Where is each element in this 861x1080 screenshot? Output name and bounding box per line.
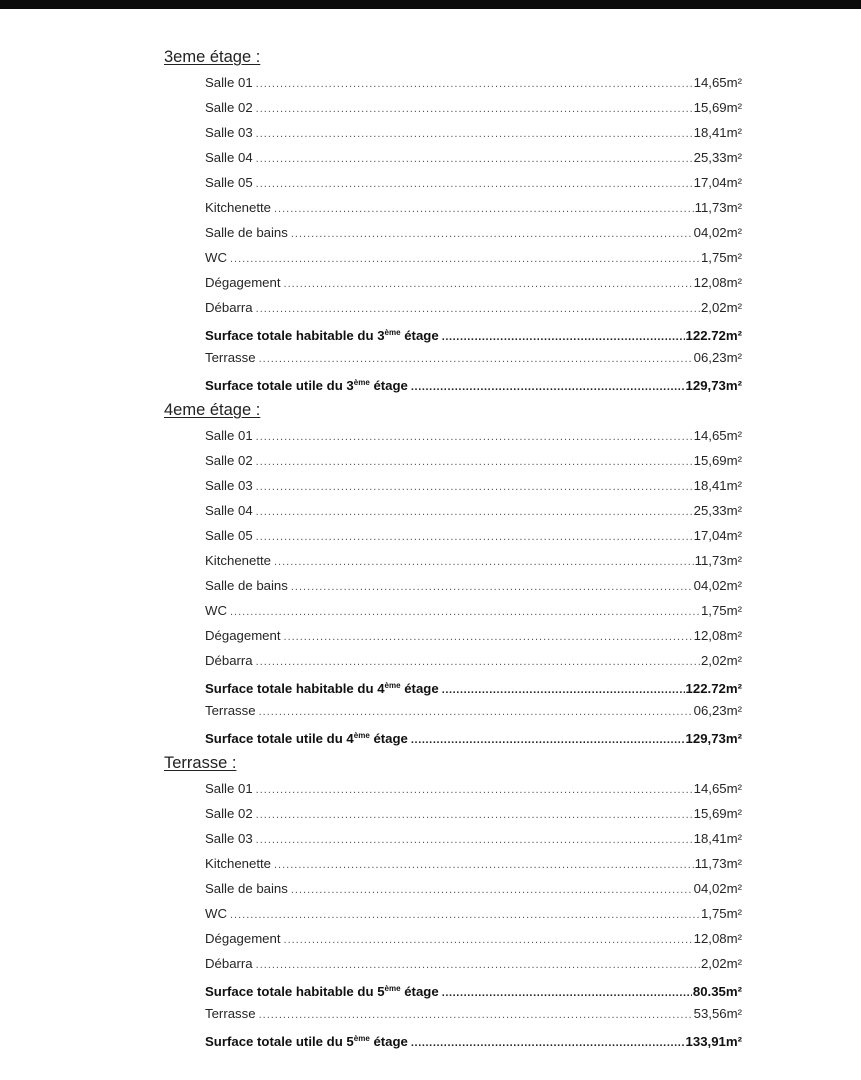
row-label-text: Salle de bains	[205, 225, 288, 240]
surface-row	[205, 95, 742, 120]
row-label-text: Salle 01	[205, 781, 253, 796]
dot-leader	[256, 147, 693, 172]
total-row	[205, 976, 742, 1001]
row-label	[205, 245, 227, 270]
row-label	[205, 295, 253, 320]
row-value: 17,04m²	[693, 528, 742, 543]
row-value: 2,02m²	[700, 956, 742, 971]
row-label	[205, 698, 256, 723]
row-value: 133,91m²	[685, 1034, 742, 1049]
row-label	[205, 270, 281, 295]
row-label-text: Surface totale utile du 5	[205, 1034, 354, 1049]
dot-leader	[411, 375, 685, 400]
surface-row	[205, 245, 742, 270]
row-label	[205, 523, 253, 548]
dot-leader	[284, 272, 693, 297]
row-label	[205, 976, 439, 1004]
row-value: 25,33m²	[693, 150, 742, 165]
row-label	[205, 826, 253, 851]
surface-row	[205, 270, 742, 295]
row-label	[205, 320, 439, 348]
row-value: 2,02m²	[700, 300, 742, 315]
row-label-suffix: étage	[369, 731, 408, 746]
row-label-text: Salle 05	[205, 175, 253, 190]
dot-leader	[230, 247, 700, 272]
row-label-superscript: ème	[384, 681, 401, 690]
total-row	[205, 370, 742, 395]
dot-leader	[284, 928, 693, 953]
row-value: 25,33m²	[693, 503, 742, 518]
total-row	[205, 1026, 742, 1051]
row-label-text: Kitchenette	[205, 200, 271, 215]
row-label-superscript: ème	[353, 378, 370, 387]
row-value: 04,02m²	[693, 225, 742, 240]
row-value: 04,02m²	[693, 881, 742, 896]
dot-leader	[256, 803, 693, 828]
row-label-suffix: étage	[400, 681, 439, 696]
row-label	[205, 573, 288, 598]
surface-row	[205, 295, 742, 320]
dot-leader	[284, 625, 693, 650]
dot-leader	[256, 525, 693, 550]
row-label-superscript: ème	[384, 328, 401, 337]
row-label	[205, 195, 271, 220]
surface-row	[205, 120, 742, 145]
row-value: 15,69m²	[693, 100, 742, 115]
dot-leader	[256, 122, 693, 147]
row-label-text: Terrasse	[205, 350, 256, 365]
dot-leader	[411, 1031, 685, 1056]
row-label-suffix: étage	[400, 328, 439, 343]
row-label-text: Salle 01	[205, 75, 253, 90]
row-value: 06,23m²	[693, 703, 742, 718]
row-label-text: Débarra	[205, 956, 253, 971]
row-label	[205, 876, 288, 901]
dot-leader	[291, 222, 693, 247]
row-value: 06,23m²	[693, 350, 742, 365]
row-label-text: Salle 04	[205, 150, 253, 165]
row-label-text: WC	[205, 906, 227, 921]
dot-leader	[291, 878, 693, 903]
row-label	[205, 220, 288, 245]
row-label	[205, 776, 253, 801]
surface-list	[0, 423, 861, 748]
surface-row	[205, 423, 742, 448]
row-label	[205, 1001, 256, 1026]
row-value: 14,65m²	[693, 75, 742, 90]
row-label	[205, 370, 408, 398]
row-label-text: Surface totale habitable du 3	[205, 328, 385, 343]
row-label	[205, 673, 439, 701]
row-label-text: Débarra	[205, 653, 253, 668]
row-label-superscript: ème	[353, 1034, 370, 1043]
surface-row	[205, 473, 742, 498]
total-row	[205, 320, 742, 345]
surface-row	[205, 220, 742, 245]
document-page	[0, 44, 861, 1053]
row-label	[205, 423, 253, 448]
surface-row	[205, 826, 742, 851]
row-value: 12,08m²	[693, 931, 742, 946]
row-label	[205, 598, 227, 623]
surface-sections	[0, 44, 861, 1051]
row-label	[205, 120, 253, 145]
surface-row	[205, 926, 742, 951]
row-value: 15,69m²	[693, 453, 742, 468]
total-row	[205, 723, 742, 748]
dot-leader	[256, 953, 700, 978]
surface-row	[205, 523, 742, 548]
row-label-text: Salle 03	[205, 831, 253, 846]
dot-leader	[274, 550, 694, 575]
row-label	[205, 498, 253, 523]
row-label	[205, 95, 253, 120]
row-value: 53,56m²	[693, 1006, 742, 1021]
row-value: 1,75m²	[700, 906, 742, 921]
surface-list	[0, 70, 861, 395]
row-value: 11,73m²	[694, 856, 742, 871]
surface-row	[205, 498, 742, 523]
surface-row	[205, 145, 742, 170]
surface-list	[0, 776, 861, 1051]
row-label-text: Salle 02	[205, 453, 253, 468]
row-label	[205, 623, 281, 648]
row-label-text: Salle de bains	[205, 881, 288, 896]
row-label	[205, 473, 253, 498]
row-value: 15,69m²	[693, 806, 742, 821]
row-label-text: Surface totale utile du 3	[205, 378, 354, 393]
row-label	[205, 548, 271, 573]
section-heading: 3eme étage :	[164, 48, 261, 66]
row-label-suffix: étage	[400, 984, 439, 999]
top-black-bar	[0, 0, 861, 9]
row-label-text: Salle 01	[205, 428, 253, 443]
row-label	[205, 648, 253, 673]
row-value: 18,41m²	[693, 831, 742, 846]
floor-section	[0, 44, 861, 395]
surface-row	[205, 648, 742, 673]
floor-section	[0, 397, 861, 748]
row-label-text: Kitchenette	[205, 856, 271, 871]
row-value: 14,65m²	[693, 428, 742, 443]
dot-leader	[291, 575, 693, 600]
row-label	[205, 70, 253, 95]
row-label-superscript: ème	[353, 731, 370, 740]
row-label-text: Dégagement	[205, 275, 281, 290]
row-label-superscript: ème	[384, 984, 401, 993]
row-label	[205, 723, 408, 751]
dot-leader	[411, 728, 685, 753]
row-label-text: Salle de bains	[205, 578, 288, 593]
row-label	[205, 901, 227, 926]
row-label-text: Salle 02	[205, 100, 253, 115]
row-label	[205, 801, 253, 826]
surface-row	[205, 573, 742, 598]
row-label	[205, 926, 281, 951]
row-value: 2,02m²	[700, 653, 742, 668]
row-label-suffix: étage	[369, 378, 408, 393]
dot-leader	[256, 475, 693, 500]
dot-leader	[274, 197, 694, 222]
surface-row	[205, 548, 742, 573]
row-label	[205, 345, 256, 370]
surface-row	[205, 776, 742, 801]
floor-section	[0, 750, 861, 1051]
surface-row	[205, 901, 742, 926]
row-value: 122.72m²	[685, 681, 742, 696]
dot-leader	[256, 97, 693, 122]
row-value: 1,75m²	[700, 603, 742, 618]
row-label-text: Surface totale habitable du 4	[205, 681, 385, 696]
row-value: 11,73m²	[694, 553, 742, 568]
row-value: 18,41m²	[693, 125, 742, 140]
surface-row	[205, 345, 742, 370]
dot-leader	[256, 650, 700, 675]
row-label-text: WC	[205, 250, 227, 265]
surface-row	[205, 70, 742, 95]
surface-row	[205, 195, 742, 220]
row-label-text: Surface totale utile du 4	[205, 731, 354, 746]
row-label	[205, 1026, 408, 1054]
row-label-text: Salle 02	[205, 806, 253, 821]
dot-leader	[256, 828, 693, 853]
surface-row	[205, 851, 742, 876]
dot-leader	[256, 450, 693, 475]
row-value: 14,65m²	[693, 781, 742, 796]
row-label-text: Salle 03	[205, 478, 253, 493]
row-label-text: Salle 04	[205, 503, 253, 518]
surface-row	[205, 876, 742, 901]
surface-row	[205, 623, 742, 648]
row-label-text: Dégagement	[205, 628, 281, 643]
surface-row	[205, 598, 742, 623]
dot-leader	[259, 347, 693, 372]
row-value: 129,73m²	[685, 731, 742, 746]
dot-leader	[259, 1003, 693, 1028]
row-value: 18,41m²	[693, 478, 742, 493]
row-value: 80.35m²	[692, 984, 742, 999]
row-label-text: Salle 03	[205, 125, 253, 140]
section-heading: Terrasse :	[164, 754, 237, 772]
row-value: 17,04m²	[693, 175, 742, 190]
dot-leader	[274, 853, 694, 878]
row-value: 129,73m²	[685, 378, 742, 393]
surface-row	[205, 801, 742, 826]
dot-leader	[256, 500, 693, 525]
row-label-text: Dégagement	[205, 931, 281, 946]
section-heading: 4eme étage :	[164, 401, 261, 419]
row-label	[205, 851, 271, 876]
dot-leader	[256, 172, 693, 197]
dot-leader	[256, 425, 693, 450]
surface-row	[205, 448, 742, 473]
row-label-text: Kitchenette	[205, 553, 271, 568]
row-label-text: Terrasse	[205, 1006, 256, 1021]
dot-leader	[256, 778, 693, 803]
dot-leader	[256, 72, 693, 97]
surface-row	[205, 698, 742, 723]
dot-leader	[256, 297, 700, 322]
total-row	[205, 673, 742, 698]
row-label-text: Terrasse	[205, 703, 256, 718]
surface-row	[205, 170, 742, 195]
row-value: 04,02m²	[693, 578, 742, 593]
row-label	[205, 145, 253, 170]
dot-leader	[230, 903, 700, 928]
row-label-suffix: étage	[369, 1034, 408, 1049]
row-value: 122.72m²	[685, 328, 742, 343]
surface-row	[205, 1001, 742, 1026]
dot-leader	[230, 600, 700, 625]
surface-row	[205, 951, 742, 976]
row-label	[205, 951, 253, 976]
row-value: 12,08m²	[693, 628, 742, 643]
row-value: 1,75m²	[700, 250, 742, 265]
dot-leader	[259, 700, 693, 725]
row-label	[205, 448, 253, 473]
row-label-text: Surface totale habitable du 5	[205, 984, 385, 999]
row-label-text: Débarra	[205, 300, 253, 315]
row-label	[205, 170, 253, 195]
row-value: 12,08m²	[693, 275, 742, 290]
row-value: 11,73m²	[694, 200, 742, 215]
row-label-text: WC	[205, 603, 227, 618]
row-label-text: Salle 05	[205, 528, 253, 543]
